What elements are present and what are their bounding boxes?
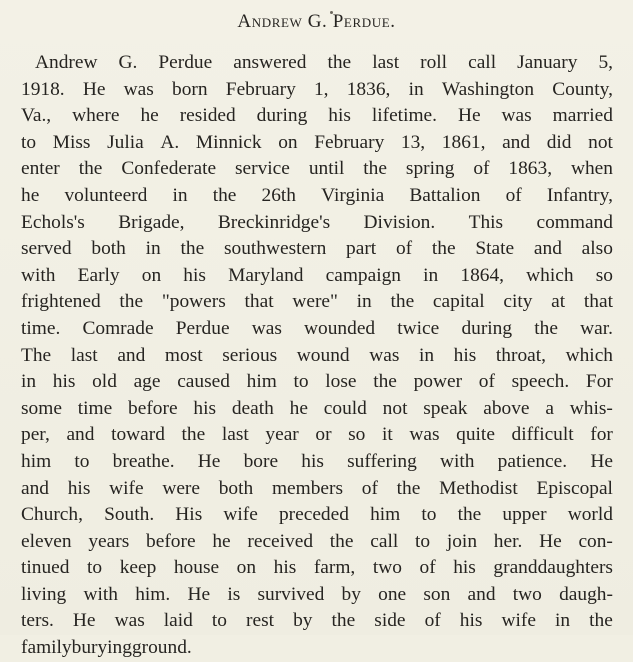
word: the — [373, 371, 397, 393]
text-line — [21, 50, 613, 77]
word: speech. — [511, 371, 570, 393]
word: wife — [223, 504, 258, 526]
word: service — [234, 158, 290, 180]
article-heading: Andrew G. Perdue. — [237, 11, 396, 32]
word: Va., — [21, 105, 52, 127]
word: rest — [246, 610, 275, 632]
word: it — [382, 424, 393, 446]
word: did — [546, 131, 572, 153]
word: He — [187, 583, 211, 605]
word: Confederate — [121, 158, 217, 180]
word: the — [457, 504, 482, 526]
word: spring — [405, 158, 455, 180]
word: him — [370, 504, 401, 526]
word: "powers — [161, 291, 226, 313]
word: received — [247, 530, 314, 552]
word: of — [473, 158, 490, 180]
word: 5, — [598, 52, 613, 73]
word: Comrade — [82, 317, 154, 339]
word: in — [145, 238, 161, 260]
word: Division. — [363, 211, 436, 233]
word: was — [409, 424, 440, 446]
word: the — [331, 610, 356, 632]
word: to — [21, 131, 37, 153]
word: Virginia — [321, 184, 385, 206]
word: his — [67, 477, 91, 499]
word: was — [114, 610, 145, 632]
word: power — [413, 371, 463, 393]
text-line — [21, 183, 613, 210]
word: was — [501, 105, 532, 127]
word: so — [348, 424, 366, 446]
word: he — [21, 184, 40, 206]
word: old — [92, 371, 117, 393]
word: wife — [501, 610, 536, 632]
word: 26th — [261, 184, 297, 206]
word: his — [301, 450, 324, 472]
word: and — [502, 131, 531, 153]
word: Infantry, — [546, 184, 613, 206]
word: him — [21, 450, 52, 472]
word: Early — [77, 264, 120, 286]
word: family — [21, 637, 72, 659]
word: and — [467, 583, 496, 605]
word: by — [293, 610, 313, 632]
word: the — [180, 238, 205, 260]
word: which — [565, 344, 613, 366]
word: and — [533, 238, 562, 260]
word: until — [308, 158, 345, 180]
word: Minnick — [195, 131, 262, 153]
word: Perdue — [175, 317, 230, 339]
word: to — [211, 610, 227, 632]
word: members — [271, 477, 344, 499]
word: capital — [432, 291, 485, 313]
text-line — [21, 449, 613, 476]
word: in — [408, 78, 424, 100]
word: age — [133, 371, 161, 393]
word: in — [21, 371, 37, 393]
word: a — [545, 397, 554, 419]
word: some — [21, 397, 62, 419]
word: last — [372, 52, 400, 73]
text-line — [21, 236, 613, 263]
word: preceded — [278, 504, 349, 526]
word: survived — [257, 583, 325, 605]
word: in — [423, 264, 439, 286]
word: January — [517, 52, 578, 73]
word: the — [396, 477, 421, 499]
text-line — [21, 343, 613, 370]
word: wounded — [304, 317, 376, 339]
word: 1836, — [346, 78, 391, 100]
text-line — [21, 635, 613, 662]
word: call — [370, 530, 399, 552]
word: 1, — [313, 78, 329, 100]
word: her. — [493, 530, 523, 552]
word: two — [512, 583, 542, 605]
word: caused — [177, 371, 230, 393]
word: frightened — [21, 291, 101, 313]
word: the — [589, 610, 613, 632]
word: He — [457, 105, 481, 127]
word: his — [328, 105, 351, 127]
word: with — [21, 264, 56, 286]
word: the — [119, 291, 144, 313]
word: by — [341, 583, 361, 605]
word: 1861, — [441, 131, 486, 153]
word: on — [278, 131, 298, 153]
word: burying — [71, 637, 132, 659]
word: his — [183, 264, 206, 286]
word: with — [83, 583, 118, 605]
word: A. — [160, 131, 180, 153]
word: his — [459, 610, 483, 632]
word: or — [315, 424, 332, 446]
text-line — [21, 422, 613, 449]
word: 1918. — [21, 78, 65, 100]
word: This — [468, 211, 504, 233]
text-line — [21, 103, 613, 130]
word: Washington — [441, 78, 535, 100]
word: he — [212, 530, 231, 552]
word: on — [236, 557, 257, 579]
word: whis- — [569, 397, 613, 419]
word: of — [419, 557, 436, 579]
word: for — [590, 424, 613, 446]
word: to — [421, 504, 437, 526]
word: February — [225, 78, 296, 100]
word: the — [329, 530, 354, 552]
word: him. — [135, 583, 171, 605]
word: married — [552, 105, 613, 127]
word: both — [91, 238, 126, 260]
word: breathe. — [112, 450, 175, 472]
word: Perdue — [158, 52, 213, 73]
text-line — [21, 555, 613, 582]
word: that — [583, 291, 613, 313]
word: southwestern — [223, 238, 327, 260]
word: of — [395, 238, 413, 260]
word: he — [289, 397, 308, 419]
word: to — [87, 557, 103, 579]
word: of — [424, 610, 441, 632]
word: time — [77, 397, 113, 419]
word: upper — [502, 504, 547, 526]
word: He — [72, 610, 96, 632]
word: call — [468, 52, 497, 73]
word: the — [390, 291, 415, 313]
word: also — [581, 238, 613, 260]
word: his — [273, 557, 297, 579]
word: Church, — [21, 504, 83, 526]
word: campaign — [325, 264, 401, 286]
word: twice — [397, 317, 440, 339]
word: and — [117, 344, 146, 366]
word: lifetime. — [371, 105, 437, 127]
word: the — [181, 424, 206, 446]
word: of — [505, 184, 522, 206]
word: most — [164, 344, 203, 366]
word: before — [146, 530, 196, 552]
word: was — [369, 344, 400, 366]
word: command — [536, 211, 613, 233]
word: city — [503, 291, 533, 313]
text-line — [21, 263, 613, 290]
word: con- — [578, 530, 613, 552]
word: and — [21, 477, 49, 499]
word: house — [173, 557, 220, 579]
word: 1863, — [508, 158, 553, 180]
word: County, — [552, 78, 613, 100]
word: answered — [233, 52, 307, 73]
word: February — [314, 131, 385, 153]
text-line — [21, 130, 613, 157]
word: join — [446, 530, 478, 552]
word: Echols's — [21, 211, 85, 233]
word: with — [439, 450, 475, 472]
word: living — [21, 583, 67, 605]
word: above — [483, 397, 530, 419]
word: one — [378, 583, 407, 605]
word: side — [374, 610, 406, 632]
word: at — [551, 291, 566, 313]
word: resided — [179, 105, 236, 127]
word: before — [128, 397, 178, 419]
word: serious — [222, 344, 278, 366]
word: to — [293, 371, 309, 393]
word: war. — [580, 317, 613, 339]
word: was — [251, 317, 282, 339]
word: during — [256, 105, 308, 127]
text-line — [21, 608, 613, 635]
word: he — [140, 105, 159, 127]
text-line — [21, 529, 613, 556]
word: his — [453, 344, 477, 366]
word: He — [197, 450, 221, 472]
word: toward — [111, 424, 165, 446]
word: and — [66, 424, 95, 446]
word: in — [418, 344, 435, 366]
word: where — [72, 105, 120, 127]
article-body — [21, 50, 613, 662]
word: of — [361, 477, 378, 499]
word: so — [595, 264, 613, 286]
word: quite — [456, 424, 495, 446]
word: farm, — [313, 557, 356, 579]
word: Episcopal — [536, 477, 613, 499]
word: the — [363, 158, 387, 180]
word: both — [218, 477, 254, 499]
text-line — [21, 369, 613, 396]
word: daugh- — [559, 583, 613, 605]
word: is — [227, 583, 241, 605]
word: Andrew — [35, 52, 98, 73]
text-line — [21, 396, 613, 423]
word: per, — [21, 424, 50, 446]
text-line — [21, 289, 613, 316]
word: death — [231, 397, 274, 419]
text-line — [21, 156, 613, 183]
word: the — [327, 52, 352, 73]
word: State — [475, 238, 515, 260]
text-line — [21, 502, 613, 529]
word: Battalion — [409, 184, 481, 206]
word: the — [212, 184, 237, 206]
word: time. — [21, 317, 61, 339]
word: to — [415, 530, 431, 552]
word: lose — [325, 371, 357, 393]
word: world — [567, 504, 613, 526]
word: The — [21, 344, 52, 366]
word: the — [431, 238, 456, 260]
word: in — [356, 291, 372, 313]
word: that — [244, 291, 274, 313]
word: His — [175, 504, 203, 526]
word: volunteerd — [64, 184, 148, 206]
word: Julia — [107, 131, 144, 153]
word: last — [70, 344, 98, 366]
word: two — [372, 557, 402, 579]
word: ground. — [131, 637, 192, 659]
word: Brigade, — [118, 211, 185, 233]
word: wife — [109, 477, 144, 499]
text-line — [21, 476, 613, 503]
word: was — [123, 78, 154, 100]
word: his — [52, 371, 76, 393]
word: wound — [296, 344, 350, 366]
word: Methodist — [439, 477, 518, 499]
word: ters. — [21, 610, 54, 632]
word: He — [590, 450, 613, 472]
word: laid — [163, 610, 193, 632]
word: patience. — [497, 450, 568, 472]
word: For — [585, 371, 613, 393]
word: the — [534, 317, 558, 339]
word: throat, — [495, 344, 546, 366]
word: granddaughters — [493, 557, 613, 579]
word: eleven — [21, 530, 72, 552]
word: South. — [104, 504, 155, 526]
word: He — [82, 78, 106, 100]
word: keep — [119, 557, 157, 579]
word: years — [88, 530, 130, 552]
word: during — [461, 317, 513, 339]
word: part — [346, 238, 377, 260]
word: Miss — [52, 131, 91, 153]
word: Breckinridge's — [217, 211, 331, 233]
word: which — [526, 264, 574, 286]
word: of — [478, 371, 495, 393]
word: his — [453, 557, 476, 579]
word: to — [74, 450, 90, 472]
word: difficult — [511, 424, 574, 446]
word: suffering — [347, 450, 417, 472]
word: year — [265, 424, 299, 446]
word: tinued — [21, 557, 70, 579]
word: not — [382, 397, 408, 419]
word: his — [193, 397, 217, 419]
word: roll — [420, 52, 448, 73]
word: on — [141, 264, 162, 286]
word: were" — [292, 291, 338, 313]
word: Maryland — [228, 264, 304, 286]
word: the — [78, 158, 103, 180]
word: son — [423, 583, 451, 605]
word: in — [554, 610, 571, 632]
word: him — [246, 371, 277, 393]
word: bore — [243, 450, 279, 472]
word: speak — [423, 397, 468, 419]
text-line — [21, 210, 613, 237]
word: were — [162, 477, 200, 499]
text-line — [21, 77, 613, 104]
word: G. — [118, 52, 138, 73]
word: could — [323, 397, 367, 419]
text-line — [21, 582, 613, 609]
word: served — [21, 238, 72, 260]
word: in — [172, 184, 188, 206]
word: 1864, — [460, 264, 505, 286]
word: last — [221, 424, 249, 446]
word: when — [570, 158, 613, 180]
word: 13, — [400, 131, 426, 153]
word: born — [172, 78, 208, 100]
word: not — [588, 131, 613, 153]
word: He — [539, 530, 562, 552]
text-line — [21, 316, 613, 343]
word: enter — [21, 158, 60, 180]
